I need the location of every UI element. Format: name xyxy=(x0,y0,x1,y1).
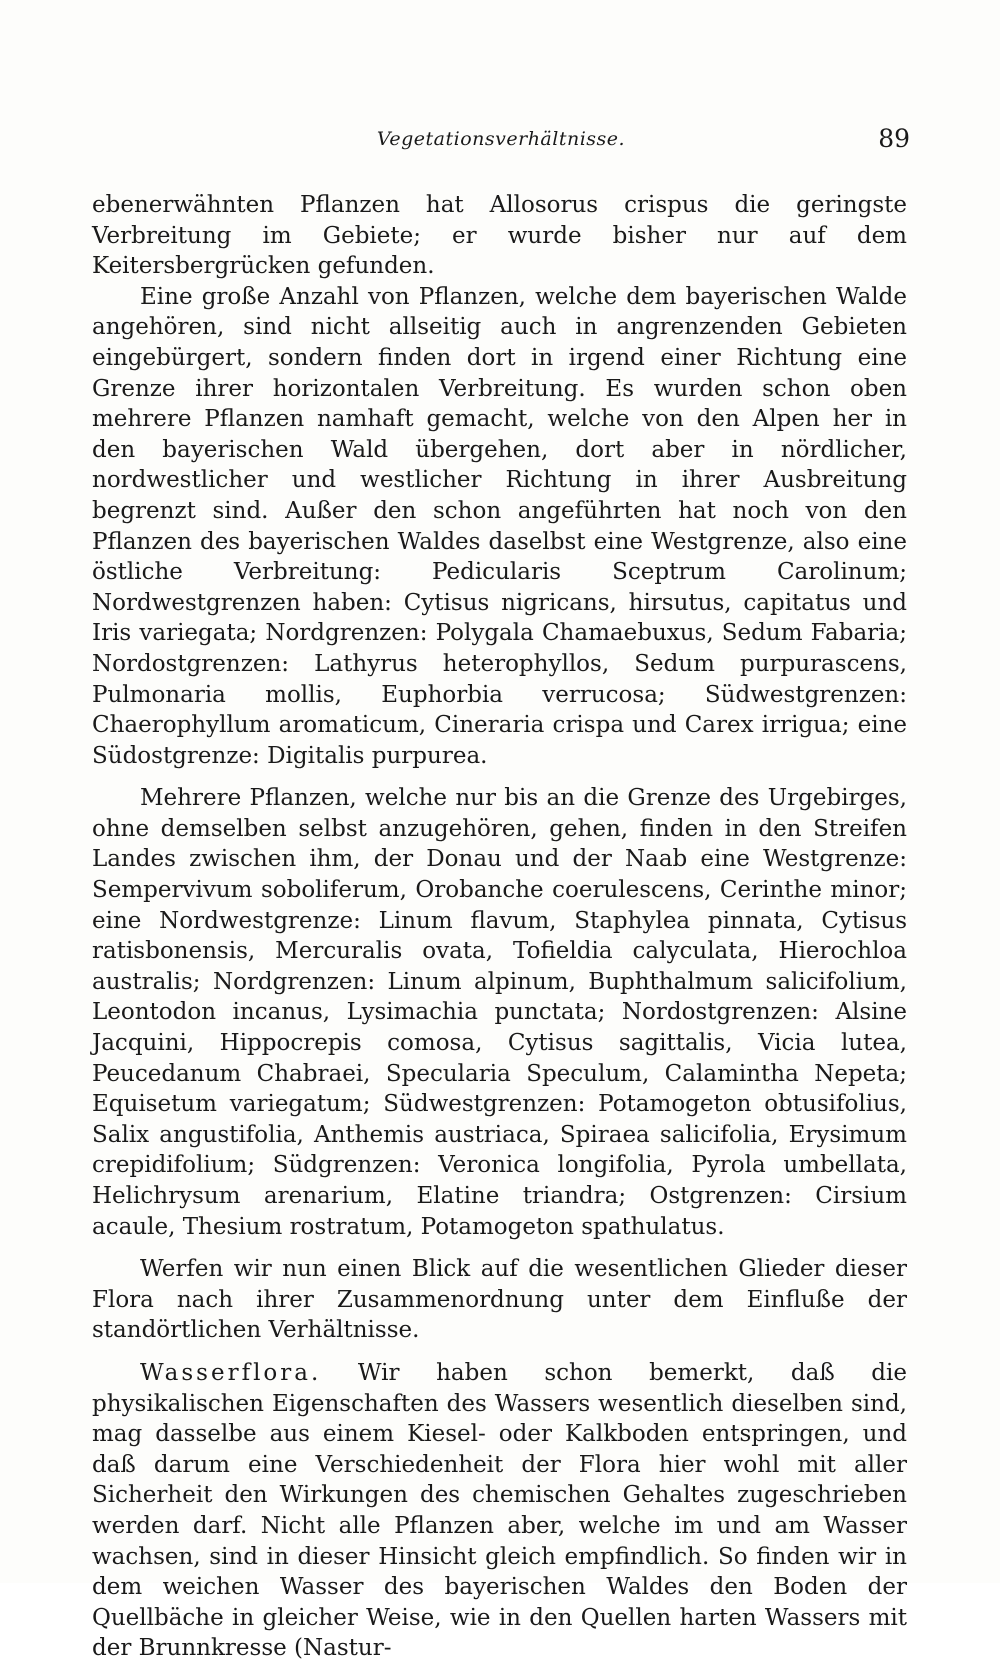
paragraph-blick: Werfen wir nun einen Blick auf die wesentlichen Glieder dieser Flora nach ihrer Zusammenordnung unter dem Einfluße der standörtlichen Verhältnisse. xyxy=(92,1256,907,1344)
paragraph-urgebirge: Mehrere Pflanzen, welche nur bis an die Grenze des Urgebirges, ohne demselben selbst anzugehören, gehen, finden in den Streifen Landes zwischen ihm, der Donau und der Naab eine Westgrenze: Sempervivum soboliferum, Orobanche coerulescens, Cerinthe minor; eine Nordwestgrenze: Linum flavum, Staphylea pinnata, Cytisus ratisbonensis, Mercuralis ovata, Tofieldia calyculata, Hierochloa australis; Nordgrenzen: Linum alpinum, Buphthalmum salicifolium, Leontodon incanus, Lysimachia punctata; Nordostgrenzen: Alsine Jacquini, Hippocrepis comosa, Cytisus sagittalis, Vicia lutea, Peucedanum Chabraei, Specularia Speculum, Calamintha Nepeta; Equisetum variegatum; Südwestgrenzen: Potamogeton obtusifolius, Salix angustifolia, Anthemis austriaca, Spiraea salicifolia, Erysimum crepidifolium; Südgrenzen: Veronica longifolia, Pyrola umbellata, Helichrysum arenarium, Elatine triandra; Ostgrenzen: Cirsium acaule, Thesium rostratum, Potamogeton spathulatus. xyxy=(92,785,907,1240)
body-text xyxy=(92,190,907,1664)
running-head xyxy=(92,124,910,158)
section-heading-wasserflora: Wasserflora. xyxy=(140,1359,322,1386)
page-number: 89 xyxy=(878,124,910,153)
paragraph-grenzen: Eine große Anzahl von Pflanzen, welche dem bayerischen Walde angehören, sind nicht allseitig auch in angrenzenden Gebieten eingebürgert, sondern finden dort in irgend einer Richtung eine Grenze ihrer horizontalen Verbreitung. Es wurden schon oben mehrere Pflanzen namhaft gemacht, welche von den Alpen her in den bayerischen Wald übergehen, dort aber in nördlicher, nordwestlicher und westlicher Richtung in ihrer Ausbreitung begrenzt sind. Außer den schon angeführten hat noch von den Pflanzen des bayerischen Waldes daselbst eine Westgrenze, also eine östliche Verbreitung: Pedicularis Sceptrum Carolinum; Nordwestgrenzen haben: Cytisus nigricans, hirsutus, capitatus und Iris variegata; Nordgrenzen: Polygala Chamaebuxus, Sedum Fabaria; Nordostgrenzen: Lathyrus heterophyllos, Sedum purpurascens, Pulmonaria mollis, Euphorbia verrucosa; Südwestgrenzen: Chaerophyllum aromaticum, Cineraria crispa und Carex irrigua; eine Südostgrenze: Digitalis purpurea. xyxy=(92,283,907,769)
paragraph-wasserflora xyxy=(92,1358,907,1664)
paragraph-continuation: ebenerwähnten Pflanzen hat Allosorus crispus die geringste Verbreitung im Gebiete; er wurde bisher nur auf dem Keitersbergrücken gefunden. xyxy=(92,192,907,280)
running-title: Vegetationsverhältnisse. xyxy=(376,128,626,150)
paragraph-wasserflora-text: Wir haben schon bemerkt, daß die physikalischen Eigenschaften des Wassers wesentlich dieselben sind, mag dasselbe aus einem Kiesel- oder Kalkboden entspringen, und daß darum eine Verschiedenheit der Flora hier wohl mit aller Sicherheit den Wirkungen des chemischen Gehaltes zugeschrieben werden darf. Nicht alle Pflanzen aber, welche im und am Wasser wachsen, sind in dieser Hinsicht gleich empfindlich. So finden wir in dem weichen Wasser des bayerischen Waldes den Boden der Quellbäche in gleicher Weise, wie in den Quellen harten Wassers mit der Brunnkresse (Nastur- xyxy=(92,1359,907,1662)
